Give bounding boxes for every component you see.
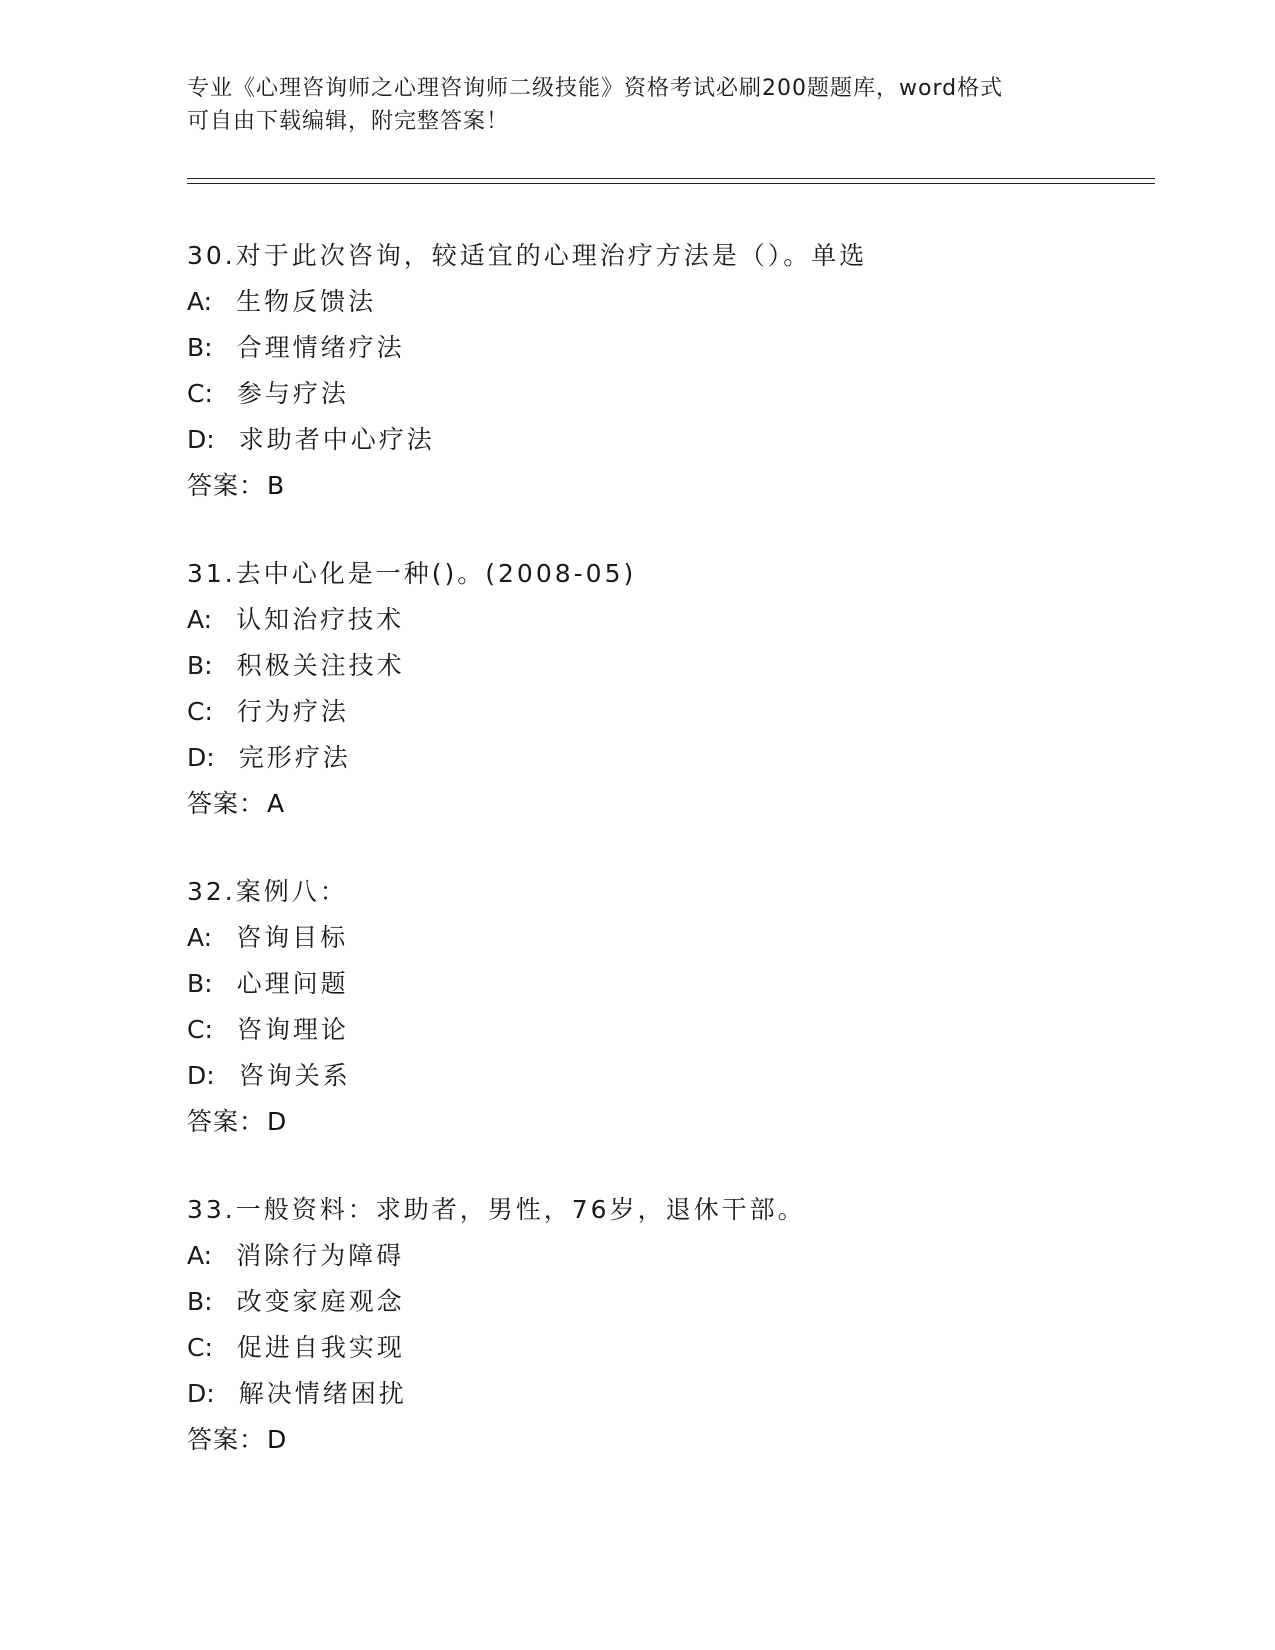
option-text: 求助者中心疗法 [238,425,435,454]
option-text: 咨询关系 [238,1061,351,1090]
option-key: D: [187,1379,215,1408]
option-a [187,915,1147,961]
option-c [187,1325,1147,1371]
question-stem: 32.案例八： [187,877,348,906]
answer-line [187,1417,1147,1463]
option-d [187,1371,1147,1417]
option-c [187,1007,1147,1053]
option-key: A: [187,923,213,952]
answer-value: D [267,1425,288,1454]
option-text: 心理问题 [236,969,349,998]
option-b [187,1279,1147,1325]
option-d [187,735,1147,781]
option-key: B: [187,333,213,362]
option-d [187,417,1147,463]
option-text: 咨询目标 [236,923,349,952]
option-key: C: [187,1333,213,1362]
question-block [187,869,1147,1145]
option-text: 认知治疗技术 [236,605,405,634]
question-stem: 31.去中心化是一种()。(2008-05) [187,559,637,588]
option-text: 解决情绪困扰 [238,1379,407,1408]
option-c [187,371,1147,417]
option-text: 改变家庭观念 [236,1287,405,1316]
option-text: 促进自我实现 [236,1333,405,1362]
answer-label: 答案： [187,1107,266,1136]
answer-value: B [267,471,286,500]
document-header [187,72,1067,138]
option-text: 完形疗法 [238,743,351,772]
option-key: D: [187,425,215,454]
option-key: A: [187,287,213,316]
option-c [187,689,1147,735]
answer-line [187,463,1147,509]
option-key: C: [187,1015,213,1044]
option-key: A: [187,1241,213,1270]
option-b [187,961,1147,1007]
option-b [187,643,1147,689]
option-b [187,325,1147,371]
header-divider [187,178,1155,179]
answer-label: 答案： [187,471,266,500]
option-a [187,279,1147,325]
answer-label: 答案： [187,789,266,818]
option-key: D: [187,743,215,772]
option-text: 生物反馈法 [236,287,377,316]
option-text: 合理情绪疗法 [236,333,405,362]
option-key: B: [187,1287,213,1316]
header-line-1: 专业《心理咨询师之心理咨询师二级技能》资格考试必刷200题题库，word格式 [187,76,1004,101]
question-block [187,551,1147,827]
option-key: B: [187,969,213,998]
header-divider [187,183,1155,184]
question-stem: 30.对于此次咨询，较适宜的心理治疗方法是（）。单选 [187,241,868,270]
answer-label: 答案： [187,1425,266,1454]
option-text: 咨询理论 [236,1015,349,1044]
question-stem: 33.一般资料：求助者，男性，76岁，退休干部。 [187,1195,806,1224]
question-block [187,1187,1147,1463]
option-key: D: [187,1061,215,1090]
option-text: 消除行为障碍 [236,1241,405,1270]
option-key: C: [187,697,213,726]
answer-line [187,1099,1147,1145]
answer-line [187,781,1147,827]
option-text: 行为疗法 [236,697,349,726]
option-key: B: [187,651,213,680]
option-key: C: [187,379,213,408]
question-block [187,233,1147,509]
answer-value: A [267,789,286,818]
option-key: A: [187,605,213,634]
option-a [187,597,1147,643]
option-text: 参与疗法 [236,379,349,408]
option-a [187,1233,1147,1279]
answer-value: D [267,1107,288,1136]
header-line-2: 可自由下载编辑，附完整答案！ [187,109,510,134]
option-d [187,1053,1147,1099]
option-text: 积极关注技术 [236,651,405,680]
